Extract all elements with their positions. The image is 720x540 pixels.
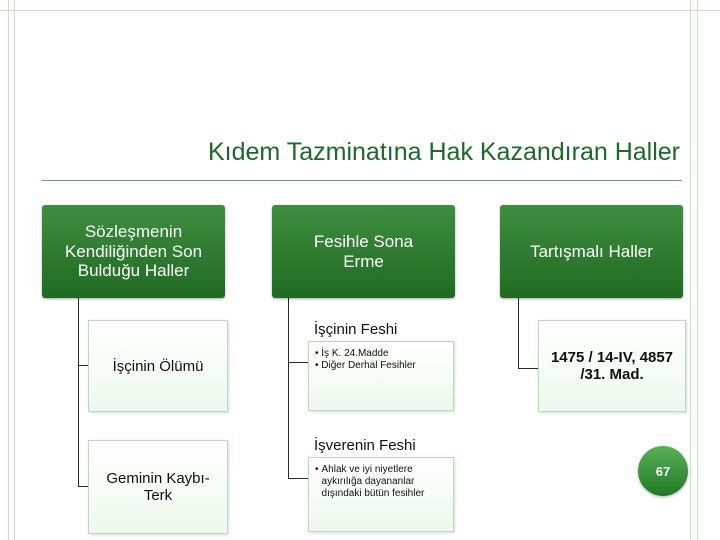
connector-col3-item1 [518, 368, 538, 369]
connector-col3-vertical [518, 298, 519, 368]
header-termination-by-notice [272, 205, 455, 298]
list-item: • Diğer Derhal Fesihler [315, 360, 416, 371]
header-disputed-cases-label: Tartışmalı Haller [530, 241, 653, 261]
header-disputed-cases [500, 205, 683, 298]
employer-termination-list [315, 464, 449, 500]
worker-termination-list [315, 348, 453, 372]
connector-col1-vertical [78, 298, 79, 486]
group-worker-termination-label: İşçinin Feshi [314, 321, 398, 338]
connector-col1-item2 [78, 486, 88, 487]
item-worker-death-label: İşçinin Ölümü [112, 357, 204, 375]
group-worker-termination-box [308, 341, 454, 411]
frame-line-right [690, 0, 691, 540]
item-ship-loss-label: Geminin Kaybı-Terk [106, 470, 210, 504]
slide-title: Kıdem Tazminatına Hak Kazandıran Haller [208, 138, 680, 166]
item-ship-loss [88, 440, 228, 534]
header-termination-by-notice-label: Fesihle Sona Erme [313, 231, 414, 271]
connector-col2-group2 [288, 478, 308, 479]
title-underline [42, 180, 682, 181]
list-item: • Ahlak ve iyi niyetlere aykırılığa dayananlar dışındaki bütün fesihler [315, 464, 425, 499]
list-item: • İş K. 24.Madde [315, 348, 389, 359]
frame-line-left [8, 0, 9, 540]
connector-col1-item1 [78, 365, 88, 366]
item-worker-death [88, 320, 228, 412]
item-law-reference-label: 1475 / 14-IV, 4857 /31. Mad. [550, 349, 674, 383]
header-spontaneous-termination-label: Sözleşmenin Kendiliğinden Son Bulduğu Haller [64, 222, 203, 281]
header-spontaneous-termination [42, 205, 225, 298]
frame-line-left-inner [14, 0, 15, 540]
item-law-reference [538, 320, 686, 412]
frame-line-top [0, 10, 720, 11]
page-number-badge [638, 446, 688, 496]
group-employer-termination-box [308, 457, 454, 532]
connector-col2-vertical [288, 298, 289, 478]
connector-col2-group1 [288, 362, 308, 363]
group-employer-termination-label: İşverenin Feshi [314, 437, 416, 454]
page-number: 67 [655, 463, 671, 479]
frame-line-right-inner [697, 0, 698, 540]
